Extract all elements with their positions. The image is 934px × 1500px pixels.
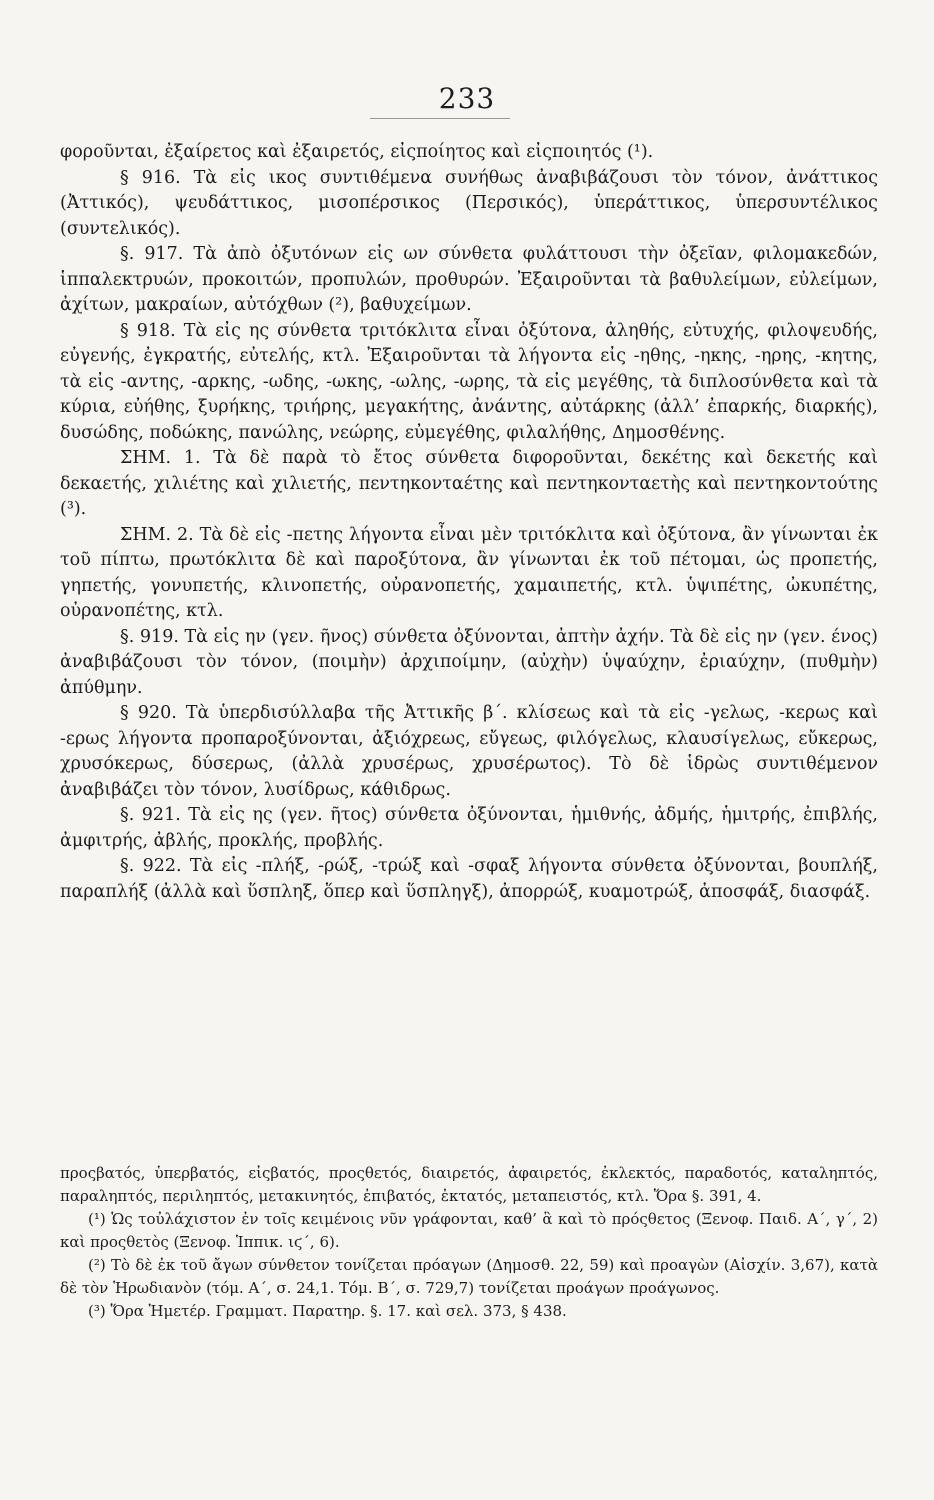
footnote-1: (¹) Ὡς τοὐλάχιστον ἐν τοῖς κειμένοις νῦν γράφονται, καθ’ ἃ καὶ τὸ πρόςθετος (Ξενοφ. Παιδ. Α΄, γ΄, 2) καὶ προςθετὸς (Ξενοφ. Ἱππικ. ιϛ΄, 6). xyxy=(60,1210,878,1251)
paragraph-continuation: φοροῦνται, ἐξαίρετος καὶ ἐξαιρετός, εἰςποίητος καὶ εἰςποιητός (¹). xyxy=(60,142,654,162)
paragraph-916: § 916. Τὰ εἰς ικος συντιθέμενα συνήθως ἀναβιβάζουσι τὸν τόνον, ἀνάττικος (Ἀττικός), ψευδάττικος, μισοπέρσικος (Περσικός), ὑπεράττικος, ὑπερσυντέλικος (συντελικός). xyxy=(60,167,878,239)
paragraph-922: §. 922. Τὰ εἰς -πλήξ, -ρώξ, -τρώξ καὶ -σφαξ λήγοντα σύνθετα ὀξύνονται, βουπλήξ, παραπλήξ (ἀλλὰ καὶ ὕσπληξ, ὅπερ καὶ ὕσπληγξ), ἀπορρώξ, κυαμοτρώξ, ἀποσφάξ, διασφάξ. xyxy=(60,856,878,902)
footnote-continuation: προςβατός, ὑπερβατός, εἰςβατός, προςθετός, διαιρετός, ἀφαιρετός, ἐκλεκτός, παραδοτός, καταληπτός, παραληπτός, περιληπτός, μετακινητός, ἐπιβατός, ἐκτατός, μεταπειστός, κτλ. Ὅρα §. 391, 4. xyxy=(60,1164,878,1205)
footnote-3: (³) Ὅρα Ἡμετέρ. Γραμματ. Παρατηρ. §. 17. καὶ σελ. 373, § 438. xyxy=(88,1302,567,1320)
footnotes xyxy=(60,1162,878,1323)
page-number: 233 xyxy=(438,82,496,115)
paragraph-918: § 918. Τὰ εἰς ης σύνθετα τριτόκλιτα εἶναι ὀξύτονα, ἀληθής, εὐτυχής, φιλοψευδής, εὐγενής, ἐγκρατής, εὐτελής, κτλ. Ἐξαιροῦνται τὰ λήγοντα εἰς -ηθης, -ηκης, -ηρης, -κητης, τὰ εἰς -αντης, -αρκης, -ωδης, -ωκης, -ωλης, -ωρης, τὰ εἰς μεγέθης, τὰ διπλοσύνθετα καὶ τὰ κύρια, εὐήθης, ξυρήκης, τριήρης, μεγακήτης, ἀνάντης, αὐτάρκης (ἀλλ’ ἐπαρκής, διαρκής), δυσώδης, ποδώκης, πανώλης, νεώρης, εὐμεγέθης, φιλαλήθης, Δημοσθένης. xyxy=(60,320,878,443)
paragraph-919: §. 919. Τὰ εἰς ην (γεν. ῆνος) σύνθετα ὀξύνονται, ἀπτὴν ἀχήν. Τὰ δὲ εἰς ην (γεν. ένος) ἀναβιβάζουσι τὸν τόνον, (ποιμὴν) ἀρχιποίμην, (αὐχὴν) ὑψαύχην, ἐριαύχην, (πυθμὴν) ἀπύθμην. xyxy=(60,626,878,698)
note-2: ΣΗΜ. 2. Τὰ δὲ εἰς -πετης λήγοντα εἶναι μὲν τριτόκλιτα καὶ ὀξύτονα, ἂν γίνωνται ἐκ τοῦ πίπτω, πρωτόκλιτα δὲ καὶ παροξύτονα, ἂν γίνωνται ἐκ τοῦ πέτομαι, ὡς προπετής, γηπετής, γονυπετής, κλινοπετής, οὐρανοπετής, χαμαιπετής, κτλ. ὑψιπέτης, ὠκυπέτης, οὐρανοπέτης, κτλ. xyxy=(60,524,878,621)
note-1: ΣΗΜ. 1. Τὰ δὲ παρὰ τὸ ἔτος σύνθετα διφοροῦνται, δεκέτης καὶ δεκετής καὶ δεκαετής, χιλιέτης καὶ χιλιετής, πεντηκονταέτης καὶ πεντηκονταετὴς καὶ πεντηκοντούτης (³). xyxy=(60,448,878,519)
footnote-2: (²) Τὸ δὲ ἐκ τοῦ ἄγων σύνθετον τονίζεται πρόαγων (Δημοσθ. 22, 59) καὶ προαγὼν (Αἰσχίν. 3,67), κατὰ δὲ τὸν Ἡρωδιανὸν (τόμ. Α΄, σ. 24,1. Τόμ. Β΄, σ. 729,7) τονίζεται προάγων προάγωνος. xyxy=(60,1256,878,1297)
paragraph-917: §. 917. Τὰ ἀπὸ ὀξυτόνων εἰς ων σύνθετα φυλάττουσι τὴν ὀξεῖαν, φιλομακεδών, ἱππαλεκτρυών, προκοιτών, προπυλών, προθυρών. Ἐξαιροῦνται τὰ βαθυλείμων, εὐλείμων, ἀχίτων, μακραίων, αὐτόχθων (²), βαθυχείμων. xyxy=(60,244,878,315)
main-text xyxy=(60,140,878,905)
paragraph-921: §. 921. Τὰ εἰς ης (γεν. ῆτος) σύνθετα ὀξύνονται, ἡμιθνής, ἀδμής, ἡμιτρής, ἐπιβλής, ἀμφιτρής, ἀβλής, προκλής, προβλής. xyxy=(60,805,878,851)
paragraph-920: § 920. Τὰ ὑπερδισύλλαβα τῆς Ἀττικῆς β΄. κλίσεως καὶ τὰ εἰς -γελως, -κερως καὶ -ερως λήγοντα προπαροξύνονται, ἀξιόχρεως, εὔγεως, φιλόγελως, κλαυσίγελως, εὔκερως, χρυσόκερως, δύσερως, (ἀλλὰ χρυσέρως, χρυσέρωτος). Τὸ δὲ ἱδρὼς συντιθέμενον ἀναβιβάζει τὸν τόνον, λυσίδρως, κάθιδρως. xyxy=(60,703,878,800)
page-number-rule xyxy=(370,118,510,119)
